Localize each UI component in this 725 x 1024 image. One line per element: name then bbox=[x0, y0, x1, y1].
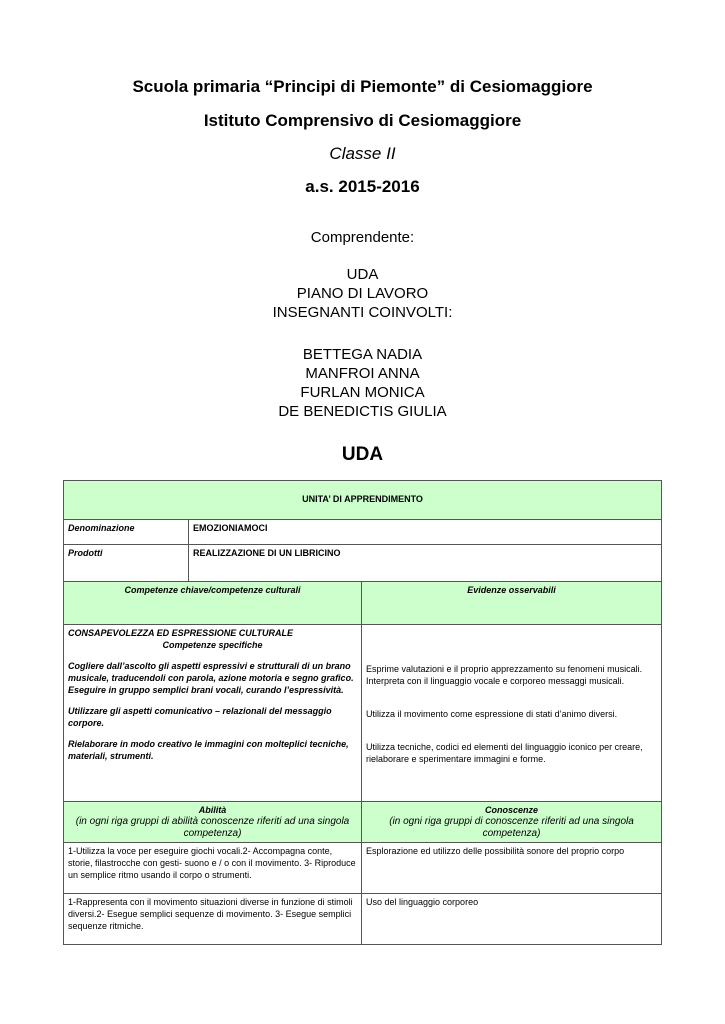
teachers-list bbox=[0, 345, 725, 421]
denominazione-label: Denominazione bbox=[64, 520, 189, 545]
conoscenze-cell: Uso del linguaggio corporeo bbox=[362, 894, 662, 945]
prodotti-value: REALIZZAZIONE DI UN LIBRICINO bbox=[189, 545, 662, 582]
conoscenze-cell: Esplorazione ed utilizzo delle possibilità sonore del proprio corpo bbox=[362, 843, 662, 894]
teacher-name: DE BENEDICTIS GIULIA bbox=[278, 403, 447, 420]
school-year: a.s. 2015-2016 bbox=[305, 177, 420, 196]
col-competenze-header: Competenze chiave/competenze culturali bbox=[64, 582, 362, 625]
abilita-title: Abilità bbox=[198, 805, 227, 815]
uda-table bbox=[63, 480, 662, 945]
school-title: Scuola primaria “Principi di Piemonte” di Cesiomaggiore bbox=[132, 77, 593, 96]
evidenza-item: Utilizza tecniche, codici ed elementi del linguaggio iconico per creare, rielaborare e sperimentare immagini e forme. bbox=[366, 742, 643, 764]
competenza-item: Utilizzare gli aspetti comunicativo – relazionali del messaggio corpore. bbox=[68, 706, 332, 728]
teacher-name: BETTEGA NADIA bbox=[302, 346, 423, 363]
teacher-name: MANFROI ANNA bbox=[305, 365, 420, 382]
evidenze-cell bbox=[362, 625, 662, 802]
institute-title: Istituto Comprensivo di Cesiomaggiore bbox=[203, 111, 522, 130]
teacher-name: FURLAN MONICA bbox=[300, 384, 425, 401]
competenza-item: Rielaborare in modo creativo le immagini con molteplici tecniche, materiali, strumenti. bbox=[68, 739, 349, 761]
conoscenze-header bbox=[362, 802, 662, 843]
table-row bbox=[64, 894, 662, 945]
contents-item: PIANO DI LAVORO bbox=[296, 285, 429, 302]
contents-list bbox=[0, 265, 725, 322]
competenza-item: Cogliere dall’ascolto gli aspetti espressivi e strutturali di un brano musicale, traducendoli con parola, azione motoria e segno grafico. Eseguire in gruppo semplici brani vocali, curando l’espressività. bbox=[68, 661, 354, 695]
abilita-header bbox=[64, 802, 362, 843]
conoscenze-title: Conoscenze bbox=[485, 805, 539, 815]
abilita-cell: 1-Utilizza la voce per eseguire giochi vocali.2- Accompagna conte, storie, filastrocche con gesti- suono e / o con il movimento. 3- Riproduce un semplice ritmo usando il corpo o strumenti. bbox=[64, 843, 362, 894]
abilita-cell: 1-Rappresenta con il movimento situazioni diverse in funzione di stimoli diversi.2- Esegue semplici sequenze di movimento. 3- Esegue semplici sequenze ritmiche. bbox=[64, 894, 362, 945]
competenze-cell bbox=[64, 625, 362, 802]
evidenza-item: Utilizza il movimento come espressione di stati d’animo diversi. bbox=[366, 709, 618, 719]
contents-item: INSEGNANTI COINVOLTI: bbox=[272, 304, 453, 321]
conoscenze-note: (in ogni riga gruppi di conoscenze riferiti ad una singola competenza) bbox=[389, 816, 634, 839]
contents-item: UDA bbox=[346, 266, 379, 283]
section-title: UDA bbox=[341, 444, 384, 465]
denominazione-value: EMOZIONIAMOCI bbox=[189, 520, 662, 545]
col-evidenze-header: Evidenze osservabili bbox=[362, 582, 662, 625]
class-title: Classe II bbox=[329, 144, 396, 163]
area-title: CONSAPEVOLEZZA ED ESPRESSIONE CULTURALE bbox=[68, 628, 294, 638]
area-subtitle: Competenze specifiche bbox=[162, 640, 263, 650]
prodotti-label: Prodotti bbox=[64, 545, 189, 582]
comprendente-label: Comprendente: bbox=[310, 229, 415, 246]
evidenza-item: Esprime valutazioni e il proprio apprezzamento su fenomeni musicali. Interpreta con il linguaggio vocale e corporeo messaggi musicali. bbox=[366, 664, 643, 686]
abilita-note: (in ogni riga gruppi di abilità conoscenze riferiti ad una singola competenza) bbox=[75, 816, 350, 839]
table-row bbox=[64, 843, 662, 894]
table-title: UNITA’ DI APPRENDIMENTO bbox=[64, 481, 662, 520]
